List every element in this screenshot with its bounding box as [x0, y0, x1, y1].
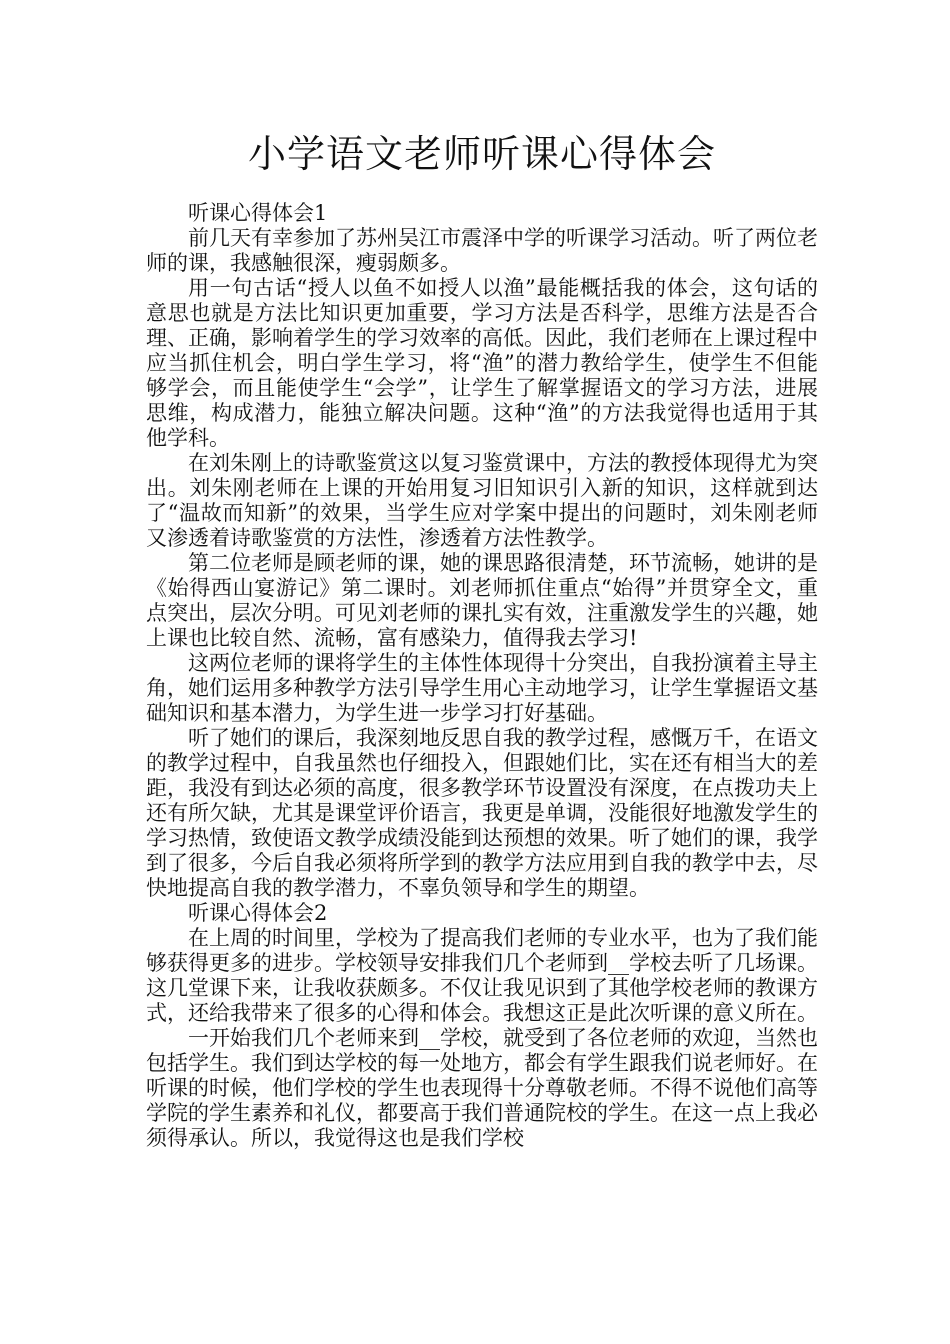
paragraph: 在上周的时间里，学校为了提高我们老师的专业水平，也为了我们能够获得更多的进步。学校领导安排我们几个老师到__学校去听了几场课。这几堂课下来，让我收获颇多。不仅让我见识到了其他学校老师的教课方式，还给我带来了很多的心得和体会。我想这正是此次听课的意义所在。 [146, 926, 818, 1025]
paragraph: 听了她们的课后，我深刻地反思自我的教学过程，感慨万千，在语文的教学过程中，自我虽然也仔细投入，但跟她们比，实在还有相当大的差距，我没有到达必须的高度，很多教学环节设置没有深度，在点拨功夫上还有所欠缺，尤其是课堂评价语言，我更是单调，没能很好地激发学生的学习热情，致使语文教学成绩没能到达预想的效果。听了她们的课，我学到了很多，今后自我必须将所学到的教学方法应用到自我的教学中去，尽快地提高自我的教学潜力，不辜负领导和学生的期望。 [146, 726, 818, 900]
paragraph: 用一句古话“授人以鱼不如授人以渔”最能概括我的体会，这句话的意思也就是方法比知识更加重要，学习方法是否科学，思维方法是否合理、正确，影响着学生的学习效率的高低。因此，我们老师在上课过程中应当抓住机会，明白学生学习，将“渔”的潜力教给学生，使学生不但能够学会，而且能使学生“会学”，让学生了解掌握语文的学习方法，进展思维，构成潜力，能独立解决问题。这种“渔”的方法我觉得也适用于其他学科。 [146, 276, 818, 450]
paragraph: 在刘朱刚上的诗歌鉴赏这以复习鉴赏课中，方法的教授体现得尤为突出。刘朱刚老师在上课的开始用复习旧知识引入新的知识，这样就到达了“温故而知新”的效果，当学生应对学案中提出的问题时，刘朱刚老师又渗透着诗歌鉴赏的方法性，渗透着方法性教学。 [146, 451, 818, 550]
paragraph: 一开始我们几个老师来到__学校，就受到了各位老师的欢迎，当然也包括学生。我们到达学校的每一处地方，都会有学生跟我们说老师好。在听课的时候，他们学校的学生也表现得十分尊敬老师。不得不说他们高等学院的学生素养和礼仪，都要高于我们普通院校的学生。在这一点上我必须得承认。所以，我觉得这也是我们学校 [146, 1026, 818, 1150]
paragraph: 前几天有幸参加了苏州吴江市震泽中学的听课学习活动。听了两位老师的课，我感触很深，瘦弱颇多。 [146, 226, 818, 275]
paragraph: 这两位老师的课将学生的主体性体现得十分突出，自我扮演着主导主角，她们运用多种教学方法引导学生用心主动地学习，让学生掌握语文基础知识和基本潜力，为学生进一步学习打好基础。 [146, 651, 818, 725]
document-page [146, 0, 818, 1151]
section-heading-1: 听课心得体会1 [188, 201, 328, 225]
paragraph: 第二位老师是顾老师的课，她的课思路很清楚，环节流畅，她讲的是《始得西山宴游记》第二课时。刘老师抓住重点“始得”并贯穿全文，重点突出，层次分明。可见刘老师的课扎实有效，注重激发学生的兴趣，她上课也比较自然、流畅，富有感染力，值得我去学习! [146, 551, 818, 650]
document-body [146, 201, 818, 1151]
section-heading-2: 听课心得体会2 [188, 901, 328, 925]
document-title: 小学语文老师听课心得体会 [247, 132, 716, 176]
